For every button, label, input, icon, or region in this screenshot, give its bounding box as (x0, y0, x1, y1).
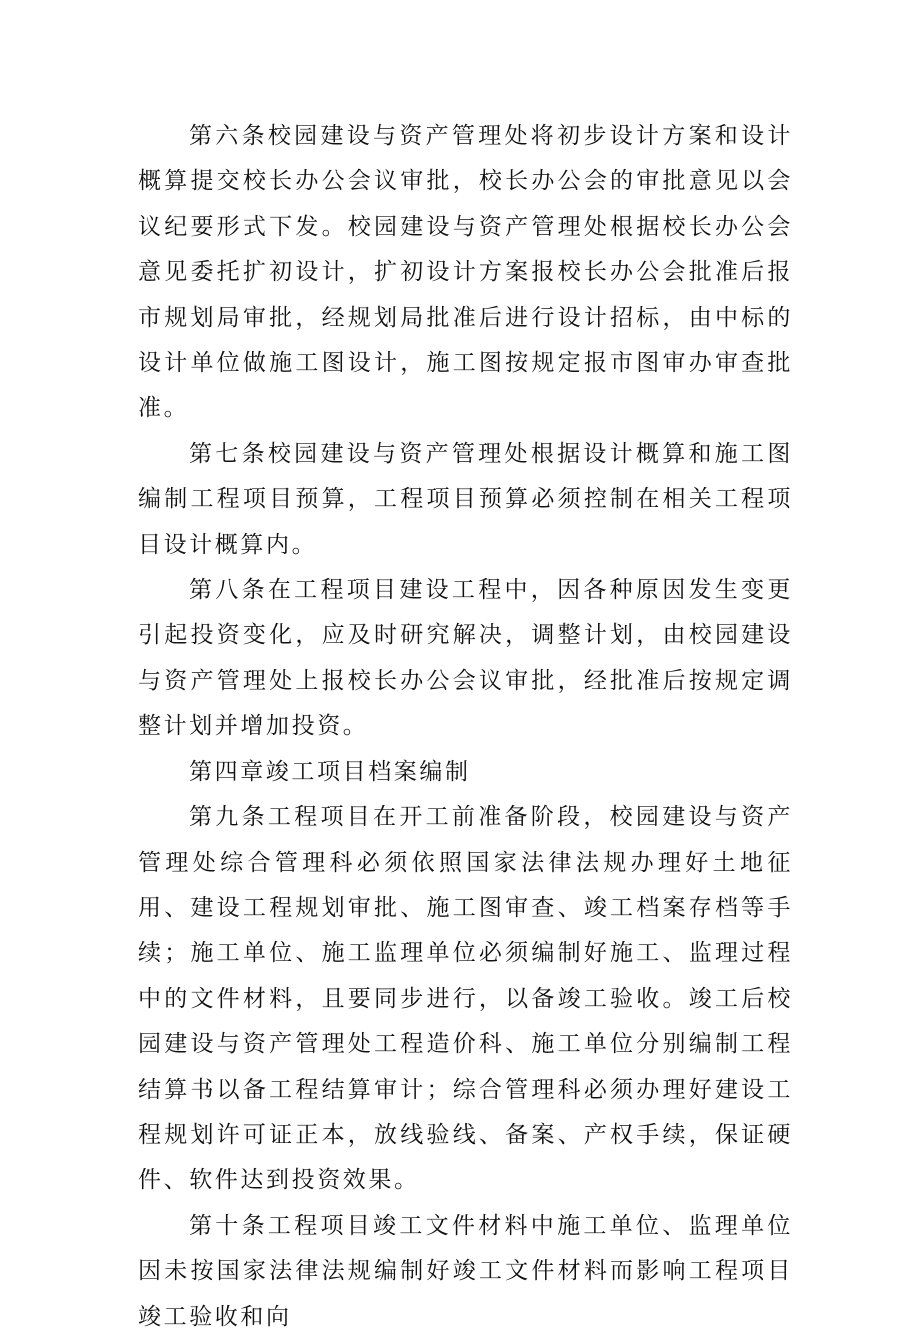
article-8-paragraph: 第八条在工程项目建设工程中，因各种原因发生变更引起投资变化，应及时研究解决，调整计划，由校园建设与资产管理处上报校长办公会议审批，经批准后按规定调整计划并增加投资。 (138, 577, 793, 740)
article-7-paragraph: 第七条校园建设与资产管理处根据设计概算和施工图编制工程项目预算，工程项目预算必须控制在相关工程项目设计概算内。 (138, 440, 793, 558)
article-9-paragraph: 第九条工程项目在开工前准备阶段，校园建设与资产管理处综合管理科必须依照国家法律法规办理好土地征用、建设工程规划审批、施工图审查、竣工档案存档等手续；施工单位、施工监理单位必须编制好施工、监理过程中的文件材料，且要同步进行，以备竣工验收。竣工后校园建设与资产管理处工程造价科、施工单位分别编制工程结算书以备工程结算审计；综合管理科必须办理好建设工程规划许可证正本，放线验线、备案、产权手续，保证硬件、软件达到投资效果。 (138, 804, 793, 1194)
document-page (138, 114, 793, 1340)
article-6-paragraph: 第六条校园建设与资产管理处将初步设计方案和设计概算提交校长办公会议审批，校长办公会的审批意见以会议纪要形式下发。校园建设与资产管理处根据校长办公会意见委托扩初设计，扩初设计方案报校长办公会批准后报市规划局审批，经规划局批准后进行设计招标，由中标的设计单位做施工图设计，施工图按规定报市图审办审查批准。 (138, 123, 793, 422)
chapter-4-heading: 第四章竣工项目档案编制 (189, 758, 471, 785)
article-10-paragraph: 第十条工程项目竣工文件材料中施工单位、监理单位因未按国家法律法规编制好竣工文件材料而影响工程项目竣工验收和向 (138, 1212, 793, 1330)
